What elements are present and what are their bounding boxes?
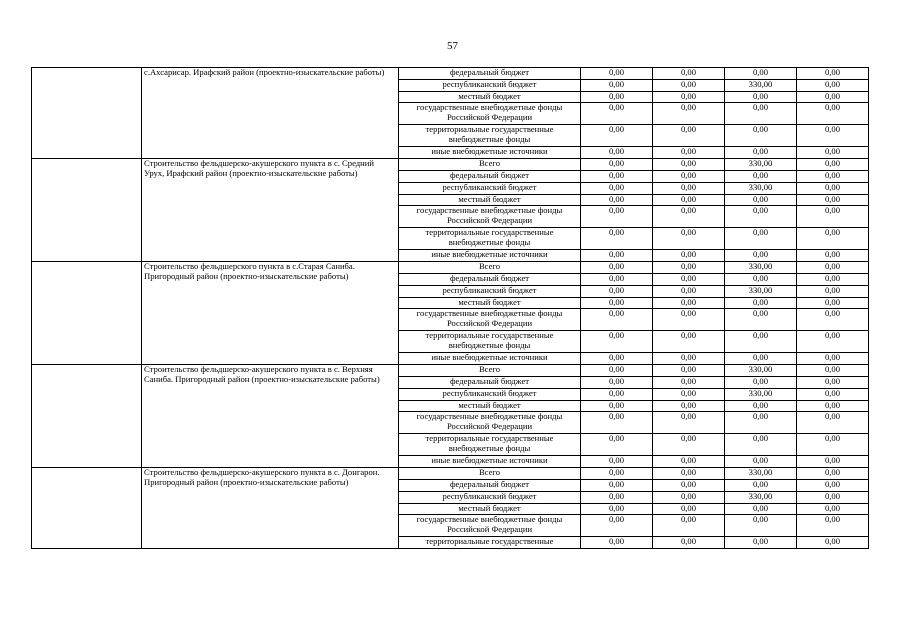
amount-cell: 0,00 <box>581 434 653 456</box>
amount-cell: 0,00 <box>797 250 869 262</box>
project-name: Строительство фельдшерско-акушерского пункта в с. Средний Урух, Ирафский район (проектно-изыскательские работы) <box>142 159 399 262</box>
amount-cell: 0,00 <box>581 79 653 91</box>
amount-cell: 330,00 <box>725 365 797 377</box>
amount-cell: 0,00 <box>797 309 869 331</box>
amount-cell: 0,00 <box>653 228 725 250</box>
amount-cell: 0,00 <box>725 515 797 537</box>
amount-cell: 0,00 <box>797 159 869 171</box>
amount-cell: 0,00 <box>653 147 725 159</box>
amount-cell: 0,00 <box>653 68 725 80</box>
amount-cell: 0,00 <box>797 228 869 250</box>
funding-source: территориальные государственные внебюджетные фонды <box>399 228 581 250</box>
funding-source: территориальные государственные <box>399 537 581 549</box>
blank-cell <box>32 365 142 468</box>
funding-source: федеральный бюджет <box>399 68 581 80</box>
funding-source: Всего <box>399 468 581 480</box>
amount-cell: 0,00 <box>653 250 725 262</box>
amount-cell: 0,00 <box>797 79 869 91</box>
amount-cell: 0,00 <box>653 331 725 353</box>
amount-cell: 0,00 <box>581 479 653 491</box>
amount-cell: 0,00 <box>725 170 797 182</box>
funding-source: государственные внебюджетные фонды Российской Федерации <box>399 412 581 434</box>
amount-cell: 0,00 <box>581 250 653 262</box>
amount-cell: 0,00 <box>653 103 725 125</box>
amount-cell: 0,00 <box>797 503 869 515</box>
project-name: Строительство фельдшерского пункта в с.Старая Саниба. Пригородный район (проектно-изыскательские работы) <box>142 262 399 365</box>
funding-source: территориальные государственные внебюджетные фонды <box>399 434 581 456</box>
amount-cell: 0,00 <box>797 206 869 228</box>
amount-cell: 0,00 <box>581 147 653 159</box>
amount-cell: 0,00 <box>797 376 869 388</box>
budget-table-body <box>32 68 869 549</box>
amount-cell: 0,00 <box>653 491 725 503</box>
table-row <box>32 159 869 171</box>
amount-cell: 0,00 <box>653 206 725 228</box>
amount-cell: 0,00 <box>725 400 797 412</box>
amount-cell: 0,00 <box>653 503 725 515</box>
amount-cell: 0,00 <box>653 194 725 206</box>
amount-cell: 0,00 <box>653 125 725 147</box>
funding-source: государственные внебюджетные фонды Российской Федерации <box>399 309 581 331</box>
amount-cell: 0,00 <box>797 285 869 297</box>
funding-source: государственные внебюджетные фонды Российской Федерации <box>399 103 581 125</box>
amount-cell: 0,00 <box>653 515 725 537</box>
amount-cell: 0,00 <box>725 376 797 388</box>
amount-cell: 330,00 <box>725 79 797 91</box>
amount-cell: 0,00 <box>581 365 653 377</box>
amount-cell: 0,00 <box>581 206 653 228</box>
amount-cell: 0,00 <box>581 491 653 503</box>
amount-cell: 330,00 <box>725 262 797 274</box>
funding-source: местный бюджет <box>399 297 581 309</box>
amount-cell: 0,00 <box>581 285 653 297</box>
amount-cell: 0,00 <box>653 412 725 434</box>
funding-source: местный бюджет <box>399 503 581 515</box>
amount-cell: 0,00 <box>725 353 797 365</box>
funding-source: республиканский бюджет <box>399 79 581 91</box>
amount-cell: 0,00 <box>797 365 869 377</box>
project-name: Строительство фельдшерско-акушерского пункта в с. Верхняя Саниба. Пригородный район (проектно-изыскательские работы) <box>142 365 399 468</box>
amount-cell: 0,00 <box>581 376 653 388</box>
funding-source: территориальные государственные внебюджетные фонды <box>399 331 581 353</box>
amount-cell: 0,00 <box>797 170 869 182</box>
funding-source: местный бюджет <box>399 91 581 103</box>
amount-cell: 0,00 <box>653 388 725 400</box>
amount-cell: 0,00 <box>797 68 869 80</box>
amount-cell: 0,00 <box>581 537 653 549</box>
funding-source: иные внебюджетные источники <box>399 456 581 468</box>
funding-source: Всего <box>399 159 581 171</box>
funding-source: республиканский бюджет <box>399 388 581 400</box>
amount-cell: 0,00 <box>797 456 869 468</box>
table-row <box>32 365 869 377</box>
amount-cell: 0,00 <box>653 170 725 182</box>
amount-cell: 0,00 <box>581 503 653 515</box>
amount-cell: 0,00 <box>725 91 797 103</box>
amount-cell: 0,00 <box>581 456 653 468</box>
amount-cell: 0,00 <box>725 125 797 147</box>
amount-cell: 0,00 <box>725 228 797 250</box>
amount-cell: 330,00 <box>725 491 797 503</box>
funding-source: местный бюджет <box>399 194 581 206</box>
funding-source: республиканский бюджет <box>399 285 581 297</box>
amount-cell: 0,00 <box>581 182 653 194</box>
amount-cell: 0,00 <box>581 388 653 400</box>
amount-cell: 0,00 <box>797 491 869 503</box>
amount-cell: 0,00 <box>797 103 869 125</box>
project-name: с.Ахсарисар. Ирафский район (проектно-изыскательские работы) <box>142 68 399 159</box>
blank-cell <box>32 468 142 549</box>
amount-cell: 0,00 <box>581 262 653 274</box>
amount-cell: 0,00 <box>653 434 725 456</box>
amount-cell: 0,00 <box>653 537 725 549</box>
funding-source: федеральный бюджет <box>399 273 581 285</box>
amount-cell: 0,00 <box>725 479 797 491</box>
amount-cell: 0,00 <box>797 412 869 434</box>
amount-cell: 0,00 <box>797 537 869 549</box>
amount-cell: 0,00 <box>797 147 869 159</box>
funding-source: республиканский бюджет <box>399 182 581 194</box>
amount-cell: 0,00 <box>797 388 869 400</box>
amount-cell: 0,00 <box>581 91 653 103</box>
amount-cell: 0,00 <box>581 353 653 365</box>
funding-source: иные внебюджетные источники <box>399 147 581 159</box>
amount-cell: 0,00 <box>653 479 725 491</box>
amount-cell: 0,00 <box>797 468 869 480</box>
amount-cell: 0,00 <box>653 400 725 412</box>
amount-cell: 0,00 <box>653 273 725 285</box>
amount-cell: 0,00 <box>653 365 725 377</box>
amount-cell: 0,00 <box>725 103 797 125</box>
amount-cell: 0,00 <box>653 285 725 297</box>
amount-cell: 0,00 <box>581 170 653 182</box>
amount-cell: 0,00 <box>581 331 653 353</box>
amount-cell: 0,00 <box>725 503 797 515</box>
amount-cell: 0,00 <box>653 309 725 331</box>
budget-table <box>31 67 869 549</box>
amount-cell: 0,00 <box>653 353 725 365</box>
amount-cell: 0,00 <box>797 182 869 194</box>
amount-cell: 0,00 <box>581 412 653 434</box>
funding-source: государственные внебюджетные фонды Российской Федерации <box>399 206 581 228</box>
funding-source: государственные внебюджетные фонды Российской Федерации <box>399 515 581 537</box>
funding-source: республиканский бюджет <box>399 491 581 503</box>
amount-cell: 0,00 <box>797 273 869 285</box>
amount-cell: 0,00 <box>797 297 869 309</box>
amount-cell: 0,00 <box>581 515 653 537</box>
amount-cell: 0,00 <box>653 376 725 388</box>
amount-cell: 330,00 <box>725 468 797 480</box>
amount-cell: 0,00 <box>581 400 653 412</box>
amount-cell: 0,00 <box>725 147 797 159</box>
amount-cell: 0,00 <box>653 297 725 309</box>
amount-cell: 0,00 <box>797 194 869 206</box>
amount-cell: 0,00 <box>725 250 797 262</box>
amount-cell: 0,00 <box>653 79 725 91</box>
amount-cell: 0,00 <box>581 273 653 285</box>
amount-cell: 0,00 <box>581 228 653 250</box>
amount-cell: 330,00 <box>725 285 797 297</box>
table-row <box>32 468 869 480</box>
amount-cell: 0,00 <box>797 331 869 353</box>
blank-cell <box>32 159 142 262</box>
amount-cell: 0,00 <box>725 434 797 456</box>
amount-cell: 0,00 <box>725 537 797 549</box>
table-row <box>32 68 869 80</box>
amount-cell: 330,00 <box>725 388 797 400</box>
amount-cell: 0,00 <box>725 194 797 206</box>
funding-source: Всего <box>399 365 581 377</box>
amount-cell: 0,00 <box>581 309 653 331</box>
amount-cell: 0,00 <box>581 194 653 206</box>
amount-cell: 0,00 <box>581 68 653 80</box>
amount-cell: 0,00 <box>653 262 725 274</box>
amount-cell: 330,00 <box>725 159 797 171</box>
amount-cell: 0,00 <box>581 297 653 309</box>
funding-source: федеральный бюджет <box>399 376 581 388</box>
amount-cell: 0,00 <box>797 91 869 103</box>
page-number: 57 <box>447 40 458 52</box>
amount-cell: 0,00 <box>797 515 869 537</box>
amount-cell: 0,00 <box>797 400 869 412</box>
funding-source: иные внебюджетные источники <box>399 353 581 365</box>
blank-cell <box>32 68 142 159</box>
funding-source: федеральный бюджет <box>399 479 581 491</box>
funding-source: федеральный бюджет <box>399 170 581 182</box>
amount-cell: 0,00 <box>797 125 869 147</box>
amount-cell: 0,00 <box>653 91 725 103</box>
table-row <box>32 262 869 274</box>
amount-cell: 0,00 <box>653 182 725 194</box>
amount-cell: 330,00 <box>725 182 797 194</box>
funding-source: Всего <box>399 262 581 274</box>
amount-cell: 0,00 <box>653 456 725 468</box>
amount-cell: 0,00 <box>581 159 653 171</box>
amount-cell: 0,00 <box>725 206 797 228</box>
funding-source: территориальные государственные внебюджетные фонды <box>399 125 581 147</box>
amount-cell: 0,00 <box>581 125 653 147</box>
amount-cell: 0,00 <box>725 68 797 80</box>
amount-cell: 0,00 <box>797 262 869 274</box>
amount-cell: 0,00 <box>725 456 797 468</box>
amount-cell: 0,00 <box>725 412 797 434</box>
amount-cell: 0,00 <box>581 468 653 480</box>
funding-source: местный бюджет <box>399 400 581 412</box>
amount-cell: 0,00 <box>725 309 797 331</box>
amount-cell: 0,00 <box>653 468 725 480</box>
funding-source: иные внебюджетные источники <box>399 250 581 262</box>
amount-cell: 0,00 <box>725 273 797 285</box>
amount-cell: 0,00 <box>797 353 869 365</box>
amount-cell: 0,00 <box>725 331 797 353</box>
project-name: Строительство фельдшерско-акушерского пункта в с. Донгарон. Пригородный район (проектно-изыскательские работы) <box>142 468 399 549</box>
amount-cell: 0,00 <box>797 479 869 491</box>
amount-cell: 0,00 <box>581 103 653 125</box>
amount-cell: 0,00 <box>725 297 797 309</box>
blank-cell <box>32 262 142 365</box>
amount-cell: 0,00 <box>653 159 725 171</box>
amount-cell: 0,00 <box>797 434 869 456</box>
